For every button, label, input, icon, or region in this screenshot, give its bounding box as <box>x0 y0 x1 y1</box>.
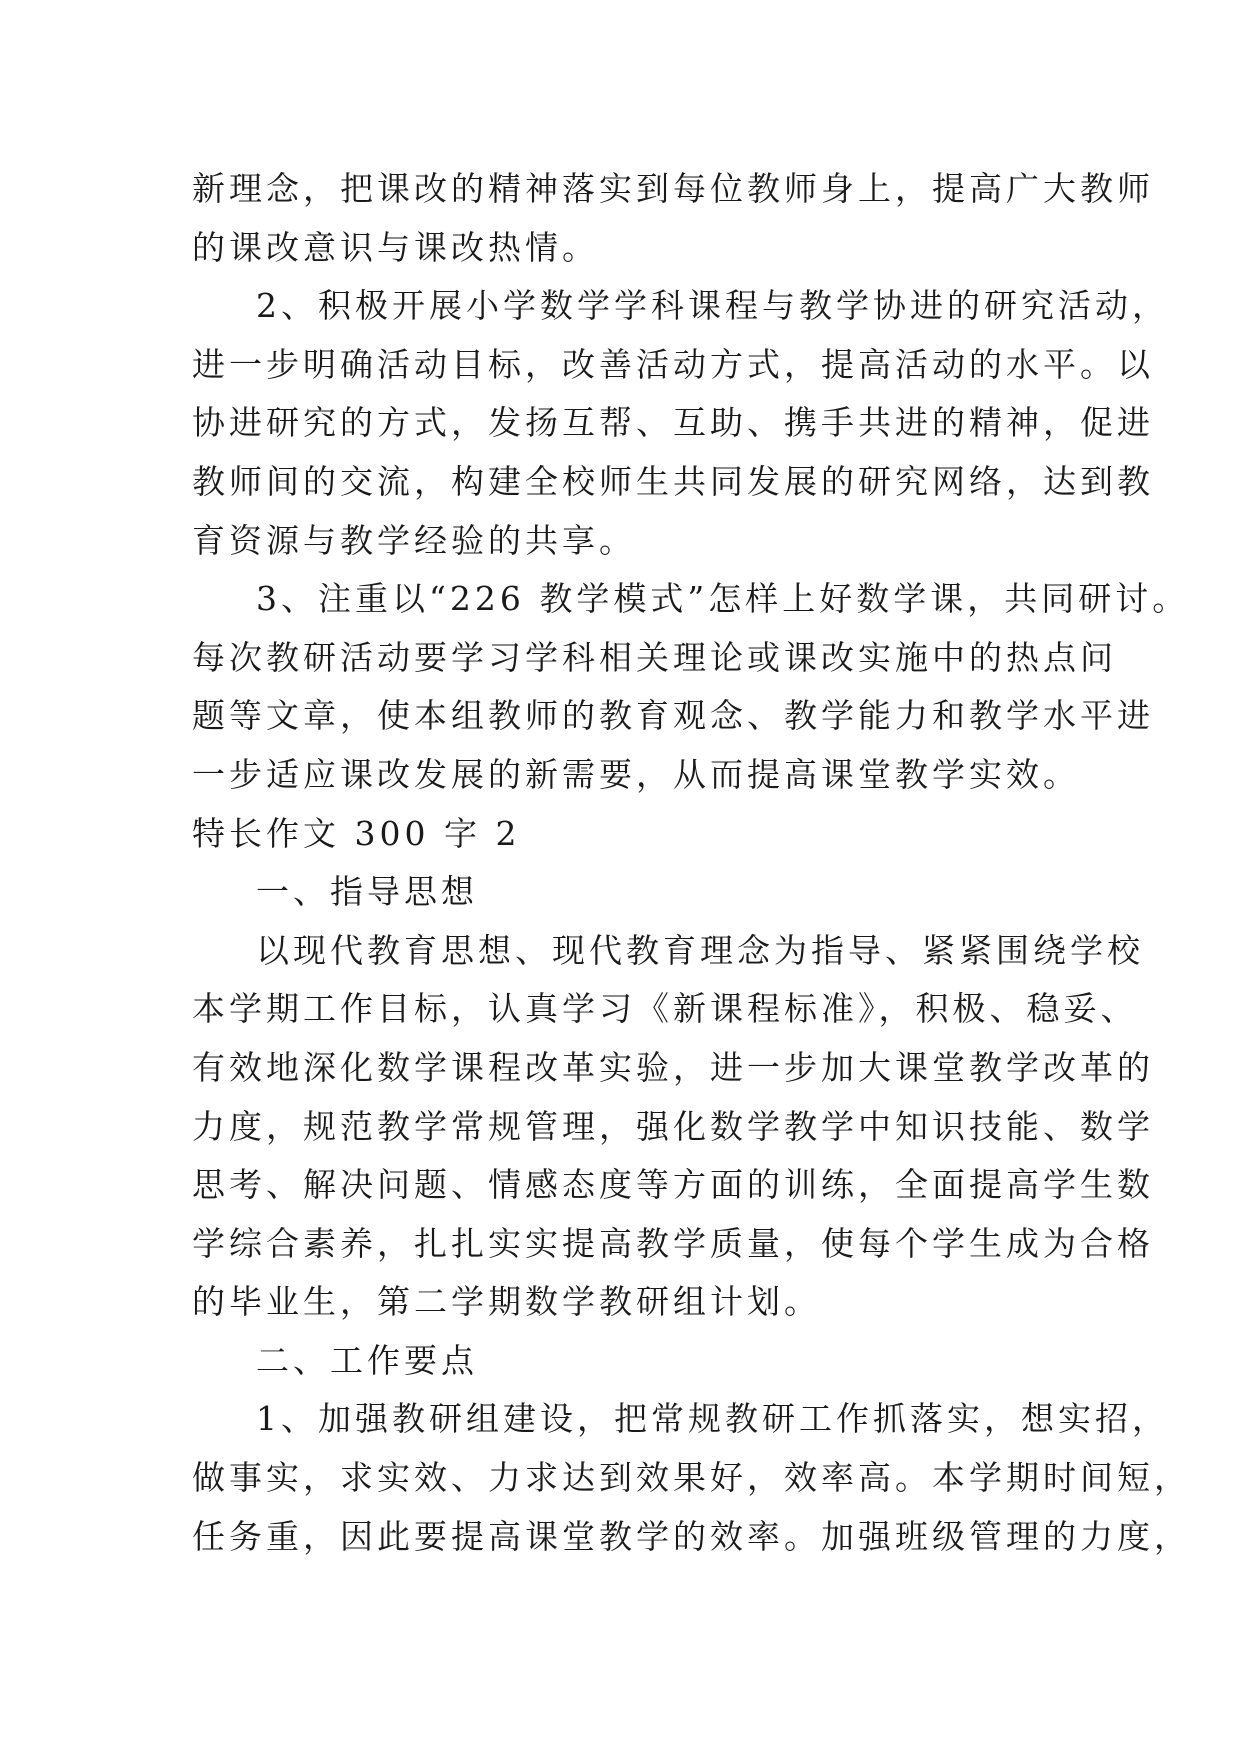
text-line: 思考、解决问题、情感态度等方面的训练，全面提高学生数 <box>192 1165 1154 1205</box>
text-line: 新理念，把课改的精神落实到每位教师身上，提高广大教师 <box>192 169 1154 208</box>
text-line: 每次教研活动要学习学科相关理论或课改实施中的热点问 <box>192 637 1117 677</box>
text-line: 以现代教育思想、现代教育理念为指导、紧紧围绕学校 <box>256 930 1144 970</box>
text-line: 的毕业生，第二学期数学教研组计划。 <box>192 1282 821 1322</box>
text-line: 任务重，因此要提高课堂教学的效率。加强班级管理的力度， <box>192 1516 1191 1556</box>
text-line: 的课改意识与课改热情。 <box>192 227 599 267</box>
section-heading: 二、工作要点 <box>256 1340 478 1380</box>
text-line: 1、加强教研组建设，把常规教研工作抓落实，想实招， <box>256 1399 1169 1439</box>
section-title: 特长作文 300 字 2 <box>192 813 521 853</box>
text-line: 进一步明确活动目标，改善活动方式，提高活动的水平。以 <box>192 344 1154 384</box>
text-line: 做事实，求实效、力求达到效果好，效率高。本学期时间短， <box>192 1458 1191 1498</box>
text-line: 2、积极开展小学数学学科课程与教学协进的研究活动， <box>256 286 1169 326</box>
document-body <box>192 160 1191 1566</box>
text-line: 育资源与教学经验的共享。 <box>192 520 636 560</box>
text-line: 一步适应课改发展的新需要，从而提高课堂教学实效。 <box>192 754 1080 794</box>
text-line: 协进研究的方式，发扬互帮、互助、携手共进的精神，促进 <box>192 403 1154 443</box>
text-line: 有效地深化数学课程改革实验，进一步加大课堂教学改革的 <box>192 1047 1154 1087</box>
text-line: 教师间的交流，构建全校师生共同发展的研究网络，达到教 <box>192 461 1154 501</box>
text-line: 力度，规范教学常规管理，强化数学教学中知识技能、数学 <box>192 1106 1154 1146</box>
text-line: 题等文章，使本组教师的教育观念、教学能力和教学水平进 <box>192 696 1154 736</box>
text-line: 3、注重以“226 教学模式”怎样上好数学课，共同研讨。 <box>256 579 1190 619</box>
text-line: 学综合素养，扎扎实实提高教学质量，使每个学生成为合格 <box>192 1223 1154 1263</box>
text-line: 本学期工作目标，认真学习《新课程标准》，积极、稳妥、 <box>192 989 1138 1029</box>
section-heading: 一、指导思想 <box>256 872 478 912</box>
